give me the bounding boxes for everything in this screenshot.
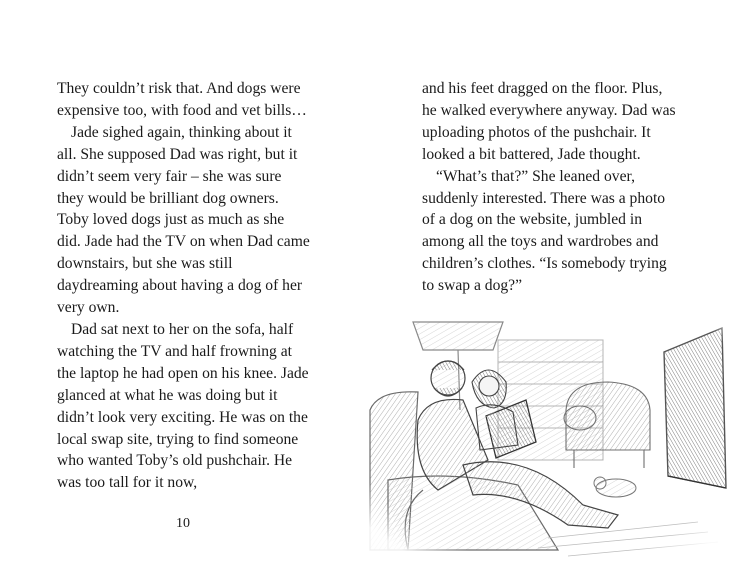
paragraph: and his feet dragged on the floor. Plus, he walked everywhere anyway. Dad was uploading photos of the pushchair. It looked a bit battered, Jade thought. (422, 80, 676, 163)
pencil-sketch-illustration (368, 300, 731, 561)
paragraph: “What’s that?” She leaned over, suddenly interested. There was a photo of a dog on the website, jumbled in among all the toys and wardrobes and children’s clothes. “Is somebody trying to swap a dog?” (422, 167, 667, 295)
left-text-column (57, 78, 311, 494)
right-text-column (422, 78, 680, 297)
paragraph: Dad sat next to her on the sofa, half watching the TV and half frowning at the laptop he had open on his knee. Jade glanced at what he was doing but it didn’t look very exciting. He was on the local swap site, trying to find someone who wanted Toby’s old pushchair. He was too tall for it now, (57, 320, 309, 492)
paragraph: Jade sighed again, thinking about it all. She supposed Dad was right, but it didn’t seem very fair – she was sure they would be brilliant dog owners. Toby loved dogs just as much as she did. Jade had the TV on when Dad came downstairs, but she was still daydreaming about having a dog of her very own. (57, 123, 310, 317)
page-number: 10 (176, 516, 190, 531)
paragraph: They couldn’t risk that. And dogs were expensive too, with food and vet bills… (57, 80, 307, 119)
